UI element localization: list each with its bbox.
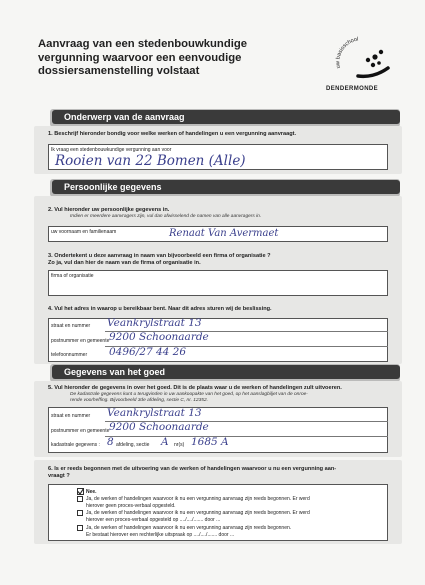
property-postal-answer: 9200 Schoonaarde xyxy=(109,421,209,433)
property-postal-line xyxy=(105,436,388,437)
option-nee-label: Nee. xyxy=(86,489,97,495)
werken-field[interactable] xyxy=(48,144,388,170)
property-street-answer: Veankrylstraat 13 xyxy=(107,407,202,419)
property-postal-label: postnummer en gemeente xyxy=(51,428,110,434)
logo-arc-text: uw basisschool xyxy=(335,36,359,69)
question-3-line-2: Zo ja, vul dan hier de naam van de firma of organisatie in. xyxy=(48,260,201,266)
question-5: 5. Vul hieronder de gegevens in over het goed. Dit is de plaats waar u de werken of handelingen zult uitvoeren. xyxy=(48,385,342,391)
title-line-2: vergunning waarvoor een eenvoudige xyxy=(38,51,242,64)
title-line-3: dossiersamenstelling volstaat xyxy=(38,65,200,77)
check-mark-icon xyxy=(77,488,84,495)
option-4-line-2: Er bestaat hierover een rechterlijke uitspraak op ..../..../....... door ... xyxy=(86,532,235,538)
kadaster-nr-value: 1685 A xyxy=(191,436,229,448)
checkbox-nee[interactable] xyxy=(77,488,84,495)
street-label: straat en nummer xyxy=(51,323,91,329)
form-title xyxy=(38,38,308,79)
name-field-label: uw voornaam en familienaam xyxy=(51,229,117,235)
dendermonde-logo xyxy=(318,28,398,84)
question-3: 3. Ondertekent u deze aanvraag in naam van bijvoorbeeld een firma of organisatie ? xyxy=(48,253,271,259)
firm-field[interactable] xyxy=(48,270,388,296)
section-header-goed: Gegevens van het goed xyxy=(52,365,400,379)
question-6: 6. Is er reeds begonnen met de uitvoering van de werken of handelingen waarvoor u nu een vergunning aan- xyxy=(48,466,337,472)
section-header-onderwerp: Onderwerp van de aanvraag xyxy=(52,110,400,124)
question-6-line-2: vraagt ? xyxy=(48,473,70,479)
property-street-label: straat en nummer xyxy=(51,413,91,419)
name-answer: Renaat Van Avermaet xyxy=(169,228,279,239)
question-2-note: Indien er meerdere aanvragers zijn, vul dan afwisselend de namen van alle aanvragers in. xyxy=(70,214,262,219)
werken-answer: Rooien van 22 Bomen (Alle) xyxy=(55,153,246,169)
kadaster-sectie-value: A xyxy=(161,436,169,448)
werken-field-label: Ik vraag een stedenbouwkundige vergunning aan voor xyxy=(51,147,172,153)
kadaster-afdeling-label: afdeling, sectie xyxy=(116,442,150,448)
firm-field-label: firma of organisatie xyxy=(51,273,94,279)
option-3-line-1: Ja, de werken of handelingen waarvoor ik nu een vergunning aanvraag zijn reeds begonnen. Er werd xyxy=(86,510,310,516)
property-field[interactable] xyxy=(48,407,388,453)
question-5-note-1: De kadastrale gegevens kunt u terugvinden in uw aankoopakte van het goed, op het aanslagbiljet van de onroe- xyxy=(70,392,308,397)
street-answer: Veankrylstraat 13 xyxy=(107,317,202,329)
question-4: 4. Vul het adres in waarop u bereikbaar bent. Naar dit adres sturen wij de beslissing. xyxy=(48,306,272,312)
question-1: 1. Beschrijf hieronder bondig voor welke werken of handelingen u een vergunning aanvraagt. xyxy=(48,131,297,137)
section-header-persoonlijk: Persoonlijke gegevens xyxy=(52,180,400,194)
kadaster-label: kadastrale gegevens : xyxy=(51,442,100,448)
option-2-line-1: Ja, de werken of handelingen waarvoor ik nu een vergunning aanvraag zijn reeds begonnen. Er werd xyxy=(86,496,310,502)
phone-answer: 0496/27 44 26 xyxy=(109,346,187,358)
logo-name: DENDERMONDE xyxy=(326,86,379,92)
option-4-line-1: Ja, de werken of handelingen waarvoor ik nu een vergunning aanvraag zijn reeds begonnen. xyxy=(86,525,292,531)
question-2: 2. Vul hieronder uw persoonlijke gegevens in. xyxy=(48,207,170,213)
checkbox-ja-pv[interactable] xyxy=(77,510,83,516)
option-3-line-2: hierover een proces-verbaal opgesteld op ..../..../....... door ... xyxy=(86,517,221,523)
postal-label: postnummer en gemeente xyxy=(51,338,110,344)
checkbox-ja-uitspraak[interactable] xyxy=(77,525,83,531)
checkbox-ja-geen-pv[interactable] xyxy=(77,496,83,502)
postal-answer: 9200 Schoonaarde xyxy=(109,331,209,343)
kadaster-nr-label: nr(s) xyxy=(174,442,185,448)
address-field[interactable] xyxy=(48,318,388,362)
name-field[interactable] xyxy=(48,226,388,242)
question-5-note-2: rende voorheffing. Bijvoorbeeld 3de afdeling, sectie C, nr. 12352. xyxy=(70,398,208,403)
title-line-1: Aanvraag van een stedenbouwkundige xyxy=(38,38,248,50)
svg-text:uw basisschool xyxy=(335,37,359,69)
phone-label: telefoonnummer xyxy=(51,352,88,358)
kadaster-afdeling-value: 8 xyxy=(107,436,114,448)
option-2-line-2: hierover geen proces-verbaal opgesteld. xyxy=(86,503,176,509)
